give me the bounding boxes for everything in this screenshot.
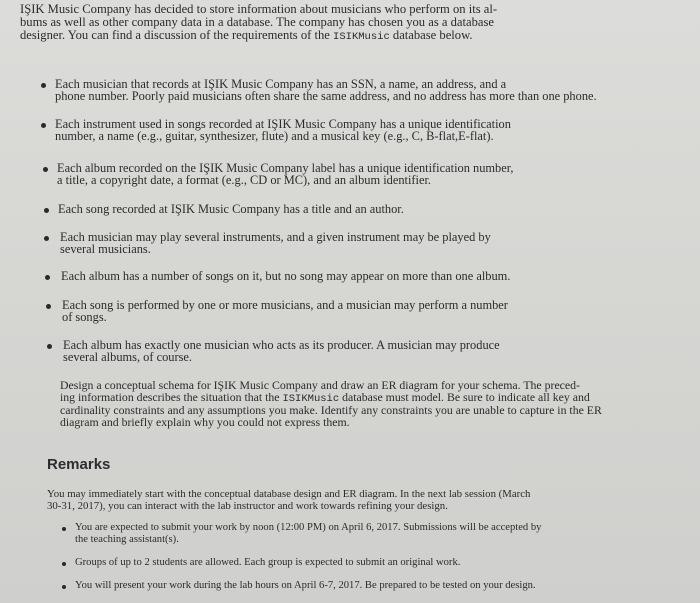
bullet-dot xyxy=(47,344,52,349)
bullet-dot xyxy=(44,236,49,241)
requirement-item: Each song is performed by one or more musicians, and a musician may perform a number of songs. xyxy=(62,298,508,324)
bullet-dot xyxy=(41,123,46,128)
requirement-item: Each musician that records at IŞIK Music Company has an SSN, a name, an address, and a phone number. Poorly paid musicians often share the same address, and no address has more than one phone. xyxy=(55,77,597,103)
remarks-heading: Remarks xyxy=(47,456,111,473)
requirement-item: Each album recorded on the IŞIK Music Company label has a unique identification number, a title, a copyright date, a format (e.g., CD or MC), and an album identifier. xyxy=(57,161,514,187)
remark-item: You are expected to submit your work by noon (12:00 PM) on April 6, 2017. Submissions will be accepted by the teaching assistant(s). xyxy=(75,522,542,545)
bullet-dot xyxy=(45,275,50,280)
design-line-2: ing information describes the situation that the ISIKMusic database must model. Be sure to indicate all key and xyxy=(60,389,590,405)
bullet-dot xyxy=(41,83,46,88)
requirement-item: Each album has exactly one musician who acts as its producer. A musician may produce several albums, of course. xyxy=(63,338,500,364)
intro-line-2: bums as well as other company data in a database. The company has chosen you as a database xyxy=(20,15,494,29)
remark-item: Groups of up to 2 students are allowed. Each group is expected to submit an original work. xyxy=(75,557,461,568)
requirement-item: Each album has a number of songs on it, but no song may appear on more than one album. xyxy=(61,269,511,283)
intro-line-3: designer. You can find a discussion of the requirements of the ISIKMusic database below. xyxy=(20,28,473,43)
design-line-4: diagram and briefly explain why you could not express them. xyxy=(60,414,350,429)
bullet-dot xyxy=(46,304,51,309)
intro-line-1: IŞIK Music Company has decided to store information about musicians who perform on its al- xyxy=(20,2,498,16)
bullet-dot xyxy=(44,208,49,213)
intro-paragraph xyxy=(20,3,497,44)
bullet-dot xyxy=(62,527,66,531)
remark-item: You will present your work during the lab hours on April 6-7, 2017. Be prepared to be tested on your design. xyxy=(75,580,536,591)
design-line-3: cardinality constraints and any assumptions you make. Identify any constraints you are unable to capture in the ER xyxy=(60,403,602,417)
remarks-intro: You may immediately start with the conceptual database design and ER diagram. In the next lab session (March 30-31, 2017), you can interact with the lab instructor and work towards refining your design. xyxy=(47,488,531,512)
requirement-item: Each musician may play several instruments, and a given instrument may be played by several musicians. xyxy=(60,230,491,256)
database-name: ISIKMusic xyxy=(282,392,340,405)
database-name: ISIKMusic xyxy=(333,31,390,43)
requirement-item: Each instrument used in songs recorded at IŞIK Music Company has a unique identification number, a name (e.g., guitar, synthesizer, flute) and a musical key (e.g., C, B-flat,E-flat). xyxy=(55,117,511,143)
requirement-item: Each song recorded at IŞIK Music Company has a title and an author. xyxy=(58,202,404,216)
bullet-dot xyxy=(62,562,66,566)
design-line-1: Design a conceptual schema for IŞIK Music Company and draw an ER diagram for your schema. The preced- xyxy=(60,378,580,392)
bullet-dot xyxy=(43,167,48,172)
design-paragraph xyxy=(60,380,602,428)
bullet-dot xyxy=(62,585,66,589)
